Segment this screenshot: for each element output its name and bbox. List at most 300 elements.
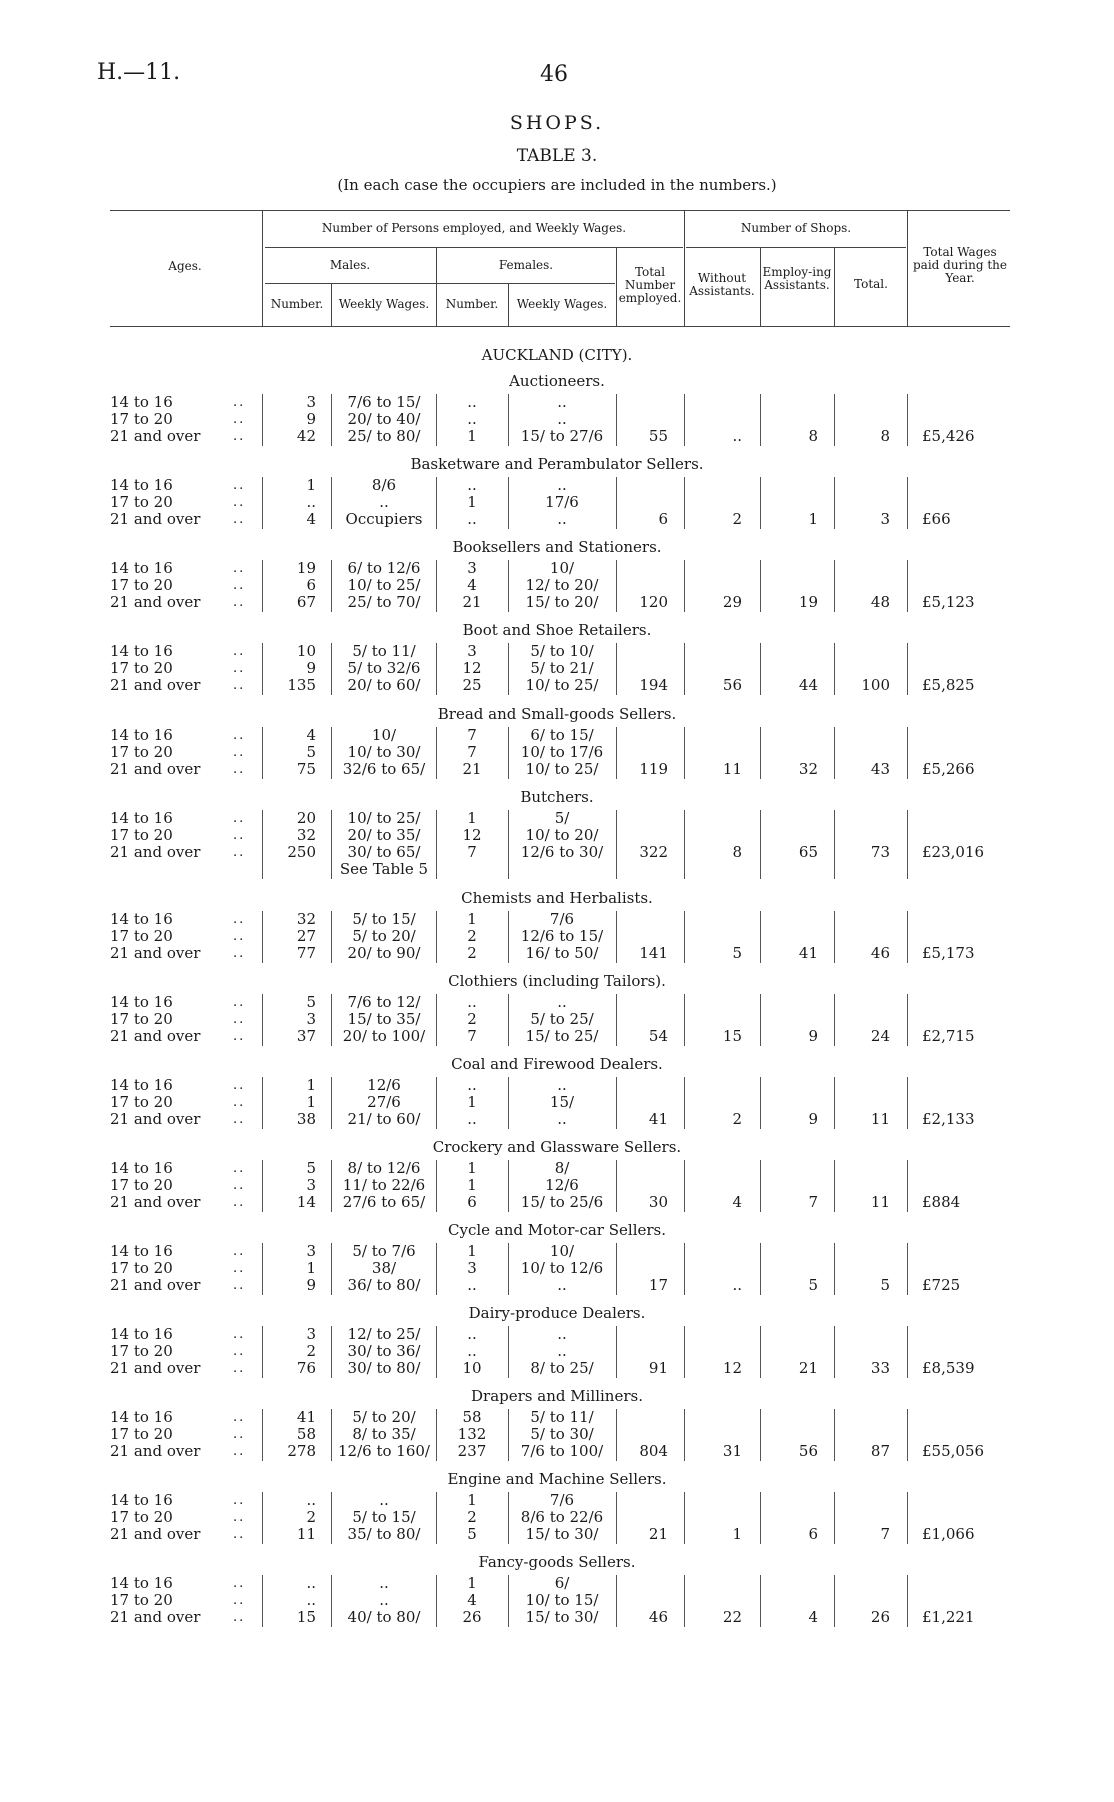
- male-weekly-wages: 20/ to 100/: [342, 1027, 426, 1045]
- age-range: 21 and over: [110, 843, 201, 861]
- shops-employing-assistants: 6: [808, 1525, 818, 1543]
- male-weekly-wages: ..: [379, 1491, 389, 1509]
- column-separator: [508, 1243, 509, 1295]
- male-number: 3: [306, 393, 316, 411]
- column-separator: [684, 1409, 685, 1461]
- leader-dots: ..: [233, 395, 246, 410]
- leader-dots: ..: [233, 1327, 246, 1342]
- group-title: Fancy-goods Sellers.: [478, 1553, 636, 1571]
- column-separator: [508, 1326, 509, 1378]
- male-number: 9: [306, 1276, 316, 1294]
- male-weekly-wages: ..: [379, 1591, 389, 1609]
- male-number: 2: [306, 1342, 316, 1360]
- total-wages: £5,825: [922, 676, 975, 694]
- shops-total: 46: [870, 944, 890, 962]
- leader-dots: ..: [233, 678, 246, 693]
- male-weekly-wages: 7/6 to 12/: [347, 993, 421, 1011]
- header-code: H.—11.: [97, 60, 181, 85]
- column-separator: [436, 1575, 437, 1627]
- female-number: 3: [467, 559, 477, 577]
- leader-dots: ..: [233, 1178, 246, 1193]
- shops-employing-assistants: 1: [808, 510, 818, 528]
- group-title: Booksellers and Stationers.: [452, 538, 662, 556]
- shops-total: 73: [870, 843, 890, 861]
- leader-dots: ..: [233, 946, 246, 961]
- female-number: ..: [467, 393, 477, 411]
- column-separator: [262, 560, 263, 612]
- leader-dots: ..: [233, 595, 246, 610]
- age-range: 17 to 20: [110, 410, 173, 428]
- total-wages: £5,266: [922, 760, 975, 778]
- age-range: 14 to 16: [110, 642, 173, 660]
- male-weekly-wages: 5/ to 15/: [352, 1508, 416, 1526]
- age-range: 17 to 20: [110, 659, 173, 677]
- column-separator: [331, 1160, 332, 1212]
- female-weekly-wages: 5/: [554, 809, 570, 827]
- leader-dots: ..: [233, 1427, 246, 1442]
- male-weekly-wages: 35/ to 80/: [347, 1525, 421, 1543]
- total-employed: 119: [639, 760, 668, 778]
- page-title: SHOPS.: [509, 112, 605, 134]
- column-separator: [508, 477, 509, 529]
- age-range: 21 and over: [110, 1442, 201, 1460]
- female-weekly-wages: 15/ to 25/: [525, 1027, 599, 1045]
- column-separator: [907, 1326, 908, 1378]
- total-employed: 54: [648, 1027, 668, 1045]
- col-female-wages: Weekly Wages.: [516, 297, 608, 311]
- shops-without-assistants: 22: [722, 1608, 742, 1626]
- column-separator: [684, 1575, 685, 1627]
- male-weekly-wages: 25/ to 80/: [347, 427, 421, 445]
- column-separator: [760, 911, 761, 963]
- column-separator: [262, 1243, 263, 1295]
- female-weekly-wages: ..: [557, 1325, 567, 1343]
- leader-dots: ..: [233, 1493, 246, 1508]
- female-weekly-wages: 6/: [554, 1574, 570, 1592]
- column-separator: [331, 1243, 332, 1295]
- female-number: 12: [462, 826, 482, 844]
- female-number: 1: [467, 1491, 477, 1509]
- female-weekly-wages: 15/ to 20/: [525, 593, 599, 611]
- shops-without-assistants: 29: [722, 593, 742, 611]
- age-range: 17 to 20: [110, 1010, 173, 1028]
- shops-employing-assistants: 32: [798, 760, 818, 778]
- column-separator: [331, 560, 332, 612]
- shops-without-assistants: 2: [732, 1110, 742, 1128]
- column-separator: [436, 560, 437, 612]
- age-range: 17 to 20: [110, 927, 173, 945]
- male-number: ..: [306, 1574, 316, 1592]
- shops-total: 87: [870, 1442, 890, 1460]
- col-males: Males.: [329, 258, 371, 272]
- total-employed: 30: [648, 1193, 668, 1211]
- column-separator: [508, 1492, 509, 1544]
- male-weekly-wages: 8/6: [371, 476, 397, 494]
- col-employing-assistants: Employ-ing Assistants.: [762, 265, 832, 292]
- male-weekly-wages: 10/ to 30/: [347, 743, 421, 761]
- male-weekly-wages: 5/ to 20/: [352, 1408, 416, 1426]
- column-separator: [760, 727, 761, 779]
- female-number: 6: [467, 1193, 477, 1211]
- leader-dots: ..: [233, 1195, 246, 1210]
- male-number: 27: [296, 927, 316, 945]
- age-range: 14 to 16: [110, 1491, 173, 1509]
- female-weekly-wages: 10/: [549, 559, 575, 577]
- persons-group-rule: [265, 247, 683, 248]
- column-separator: [508, 1575, 509, 1627]
- female-weekly-wages: 10/: [549, 1242, 575, 1260]
- col-shops-group: Number of Shops.: [740, 221, 852, 235]
- female-number: 2: [467, 1508, 477, 1526]
- male-number: 38: [296, 1110, 316, 1128]
- group-title: Crockery and Glassware Sellers.: [432, 1138, 682, 1156]
- female-number: 10: [462, 1359, 482, 1377]
- column-separator: [616, 727, 617, 779]
- group-title: Engine and Machine Sellers.: [447, 1470, 667, 1488]
- column-separator: [331, 1077, 332, 1129]
- column-separator: [616, 394, 617, 446]
- male-weekly-wages: 27/6 to 65/: [342, 1193, 426, 1211]
- col-female-number: Number.: [445, 297, 499, 311]
- column-separator: [907, 727, 908, 779]
- column-separator: [907, 1243, 908, 1295]
- age-range: 21 and over: [110, 1110, 201, 1128]
- female-number: ..: [467, 410, 477, 428]
- column-separator: [616, 1077, 617, 1129]
- shops-total: 48: [870, 593, 890, 611]
- group-title: Dairy-produce Dealers.: [468, 1304, 646, 1322]
- column-separator: [508, 810, 509, 879]
- total-employed: 6: [658, 510, 668, 528]
- column-separator: [907, 1077, 908, 1129]
- leader-dots: ..: [233, 728, 246, 743]
- total-employed: 55: [648, 427, 668, 445]
- male-weekly-wages: 36/ to 80/: [347, 1276, 421, 1294]
- female-number: 4: [467, 1591, 477, 1609]
- male-number: 37: [296, 1027, 316, 1045]
- shops-employing-assistants: 7: [808, 1193, 818, 1211]
- leader-dots: ..: [233, 995, 246, 1010]
- male-number: 278: [287, 1442, 316, 1460]
- col-shops-total: Total.: [854, 277, 888, 291]
- sex-rule: [265, 283, 615, 284]
- age-range: 17 to 20: [110, 1591, 173, 1609]
- column-separator: [436, 1077, 437, 1129]
- shops-total: 24: [870, 1027, 890, 1045]
- shops-employing-assistants: 41: [798, 944, 818, 962]
- leader-dots: ..: [233, 1527, 246, 1542]
- column-separator: [760, 1160, 761, 1212]
- female-weekly-wages: 5/ to 25/: [530, 1010, 594, 1028]
- column-separator: [684, 1243, 685, 1295]
- female-number: 1: [467, 1159, 477, 1177]
- female-number: 3: [467, 1259, 477, 1277]
- column-separator: [684, 643, 685, 695]
- female-number: 2: [467, 927, 477, 945]
- table-note: (In each case the occupiers are included in the numbers.): [337, 176, 777, 194]
- column-separator: [262, 1326, 263, 1378]
- leader-dots: ..: [233, 1576, 246, 1591]
- column-separator: [834, 1160, 835, 1212]
- male-weekly-wages: 30/ to 36/: [347, 1342, 421, 1360]
- age-range: 21 and over: [110, 1359, 201, 1377]
- female-number: ..: [467, 993, 477, 1011]
- female-weekly-wages: ..: [557, 510, 567, 528]
- column-separator: [834, 560, 835, 612]
- age-range: 14 to 16: [110, 726, 173, 744]
- female-number: 58: [462, 1408, 482, 1426]
- shops-without-assistants: 56: [722, 676, 742, 694]
- leader-dots: ..: [233, 1029, 246, 1044]
- column-separator: [616, 1492, 617, 1544]
- shops-group-rule: [686, 247, 906, 248]
- column-separator: [684, 994, 685, 1046]
- male-number: 32: [296, 910, 316, 928]
- column-separator: [331, 1326, 332, 1378]
- shops-total: 5: [880, 1276, 890, 1294]
- column-separator: [508, 643, 509, 695]
- group-title: Auctioneers.: [509, 372, 605, 390]
- male-weekly-wages: 11/ to 22/6: [342, 1176, 426, 1194]
- shops-total: 8: [880, 427, 890, 445]
- female-weekly-wages: 7/6: [549, 1491, 575, 1509]
- shops-total: 43: [870, 760, 890, 778]
- male-weekly-wages: 7/6 to 15/: [347, 393, 421, 411]
- male-number: 3: [306, 1176, 316, 1194]
- leader-dots: ..: [233, 1112, 246, 1127]
- female-weekly-wages: 10/ to 17/6: [520, 743, 604, 761]
- column-separator: [436, 1160, 437, 1212]
- column-separator: [616, 560, 617, 612]
- male-number: 1: [306, 1259, 316, 1277]
- column-separator: [331, 994, 332, 1046]
- female-weekly-wages: 5/ to 30/: [530, 1425, 594, 1443]
- female-number: 7: [467, 1027, 477, 1045]
- female-weekly-wages: ..: [557, 476, 567, 494]
- male-number: 11: [296, 1525, 316, 1543]
- female-number: 1: [467, 1093, 477, 1111]
- column-separator: [760, 1326, 761, 1378]
- leader-dots: ..: [233, 1410, 246, 1425]
- female-weekly-wages: ..: [557, 993, 567, 1011]
- leader-dots: ..: [233, 745, 246, 760]
- column-separator: [760, 1243, 761, 1295]
- female-weekly-wages: ..: [557, 393, 567, 411]
- shops-employing-assistants: 9: [808, 1027, 818, 1045]
- female-number: ..: [467, 1342, 477, 1360]
- group-title: Coal and Firewood Dealers.: [451, 1055, 663, 1073]
- age-range: 14 to 16: [110, 1408, 173, 1426]
- leader-dots: ..: [233, 1012, 246, 1027]
- column-separator: [907, 1409, 908, 1461]
- col-total-employed: Total Number employed.: [618, 265, 682, 305]
- male-number: 32: [296, 826, 316, 844]
- male-weekly-wages: 20/ to 90/: [347, 944, 421, 962]
- column-separator: [834, 1575, 835, 1627]
- column-separator: [436, 994, 437, 1046]
- shops-employing-assistants: 4: [808, 1608, 818, 1626]
- female-weekly-wages: 7/6 to 100/: [520, 1442, 604, 1460]
- age-range: 17 to 20: [110, 1508, 173, 1526]
- shops-employing-assistants: 9: [808, 1110, 818, 1128]
- male-number: 41: [296, 1408, 316, 1426]
- group-title: Clothiers (including Tailors).: [448, 972, 666, 990]
- age-range: 17 to 20: [110, 1259, 173, 1277]
- age-range: 14 to 16: [110, 393, 173, 411]
- female-number: 12: [462, 659, 482, 677]
- male-number: ..: [306, 493, 316, 511]
- total-wages: £5,173: [922, 944, 975, 962]
- column-separator: [508, 727, 509, 779]
- male-number: 15: [296, 1608, 316, 1626]
- age-range: 14 to 16: [110, 993, 173, 1011]
- shops-employing-assistants: 21: [798, 1359, 818, 1377]
- leader-dots: ..: [233, 762, 246, 777]
- male-number: 20: [296, 809, 316, 827]
- leader-dots: ..: [233, 412, 246, 427]
- age-range: 17 to 20: [110, 826, 173, 844]
- leader-dots: ..: [233, 929, 246, 944]
- column-separator: [436, 1243, 437, 1295]
- column-separator: [684, 1492, 685, 1544]
- male-number: 75: [296, 760, 316, 778]
- column-separator: [262, 1575, 263, 1627]
- column-separator: [684, 727, 685, 779]
- female-weekly-wages: 10/ to 25/: [525, 760, 599, 778]
- leader-dots: ..: [233, 1161, 246, 1176]
- column-separator: [834, 994, 835, 1046]
- leader-dots: ..: [233, 1244, 246, 1259]
- female-number: ..: [467, 1276, 477, 1294]
- age-range: 21 and over: [110, 760, 201, 778]
- male-weekly-wages: 30/ to 80/: [347, 1359, 421, 1377]
- total-wages: £2,133: [922, 1110, 975, 1128]
- female-number: ..: [467, 510, 477, 528]
- column-separator: [331, 911, 332, 963]
- column-separator: [760, 1409, 761, 1461]
- column-separator: [760, 643, 761, 695]
- total-employed: 120: [639, 593, 668, 611]
- female-weekly-wages: ..: [557, 1276, 567, 1294]
- leader-dots: ..: [233, 828, 246, 843]
- shops-without-assistants: 1: [732, 1525, 742, 1543]
- column-separator: [616, 1326, 617, 1378]
- column-separator: [262, 994, 263, 1046]
- column-separator: [760, 1575, 761, 1627]
- leader-dots: ..: [233, 1095, 246, 1110]
- column-separator: [262, 643, 263, 695]
- shops-total: 3: [880, 510, 890, 528]
- total-employed: 141: [639, 944, 668, 962]
- total-employed: 91: [648, 1359, 668, 1377]
- male-wages-note: See Table 5: [339, 860, 429, 878]
- column-separator: [684, 477, 685, 529]
- female-number: 4: [467, 576, 477, 594]
- shops-total: 7: [880, 1525, 890, 1543]
- male-weekly-wages: 25/ to 70/: [347, 593, 421, 611]
- leader-dots: ..: [233, 912, 246, 927]
- group-title: Chemists and Herbalists.: [461, 889, 653, 907]
- column-separator: [834, 643, 835, 695]
- column-separator: [508, 911, 509, 963]
- female-number: 2: [467, 944, 477, 962]
- female-weekly-wages: 10/ to 15/: [525, 1591, 599, 1609]
- female-weekly-wages: 10/ to 20/: [525, 826, 599, 844]
- shops-total: 11: [870, 1110, 890, 1128]
- group-title: Butchers.: [520, 788, 594, 806]
- leader-dots: ..: [233, 811, 246, 826]
- female-number: 1: [467, 1242, 477, 1260]
- age-range: 21 and over: [110, 1608, 201, 1626]
- column-separator: [834, 1243, 835, 1295]
- col-male-number: Number.: [270, 297, 324, 311]
- column-separator: [616, 643, 617, 695]
- group-title: Basketware and Perambulator Sellers.: [410, 455, 704, 473]
- female-weekly-wages: 10/ to 12/6: [520, 1259, 604, 1277]
- total-employed: 194: [639, 676, 668, 694]
- column-separator: [331, 394, 332, 446]
- group-title: Drapers and Milliners.: [471, 1387, 643, 1405]
- age-range: 14 to 16: [110, 1325, 173, 1343]
- male-number: 5: [306, 993, 316, 1011]
- male-number: 2: [306, 1508, 316, 1526]
- age-range: 17 to 20: [110, 1176, 173, 1194]
- column-separator: [684, 1077, 685, 1129]
- age-range: 17 to 20: [110, 1342, 173, 1360]
- column-separator: [262, 394, 263, 446]
- shops-total: 26: [870, 1608, 890, 1626]
- column-separator: [508, 1077, 509, 1129]
- column-separator: [262, 810, 263, 879]
- column-separator: [616, 1243, 617, 1295]
- male-number: 4: [306, 726, 316, 744]
- male-number: 5: [306, 743, 316, 761]
- female-number: 21: [462, 593, 482, 611]
- column-separator: [436, 727, 437, 779]
- female-weekly-wages: 12/6: [545, 1176, 579, 1194]
- age-range: 14 to 16: [110, 559, 173, 577]
- female-weekly-wages: 7/6: [549, 910, 575, 928]
- male-weekly-wages: 32/6 to 65/: [342, 760, 426, 778]
- column-separator: [907, 1160, 908, 1212]
- leader-dots: ..: [233, 1510, 246, 1525]
- column-separator: [436, 477, 437, 529]
- shops-employing-assistants: 65: [798, 843, 818, 861]
- male-number: 9: [306, 410, 316, 428]
- age-range: 17 to 20: [110, 743, 173, 761]
- male-weekly-wages: 5/ to 11/: [352, 642, 416, 660]
- column-separator: [834, 911, 835, 963]
- male-number: ..: [306, 1591, 316, 1609]
- leader-dots: ..: [233, 1278, 246, 1293]
- col-male-wages: Weekly Wages.: [338, 297, 430, 311]
- section-title: AUCKLAND (CITY).: [481, 346, 633, 364]
- leader-dots: ..: [233, 661, 246, 676]
- male-weekly-wages: 12/6: [367, 1076, 401, 1094]
- total-employed: 21: [648, 1525, 668, 1543]
- column-separator: [834, 1409, 835, 1461]
- col-persons-group: Number of Persons employed, and Weekly Wages.: [321, 221, 627, 235]
- age-range: 21 and over: [110, 676, 201, 694]
- female-weekly-wages: 15/ to 27/6: [520, 427, 604, 445]
- male-weekly-wages: 38/: [371, 1259, 397, 1277]
- column-separator: [262, 477, 263, 529]
- male-number: 19: [296, 559, 316, 577]
- total-employed: 46: [648, 1608, 668, 1626]
- male-weekly-wages: 20/ to 40/: [347, 410, 421, 428]
- male-weekly-wages: 8/ to 12/6: [347, 1159, 421, 1177]
- female-number: 26: [462, 1608, 482, 1626]
